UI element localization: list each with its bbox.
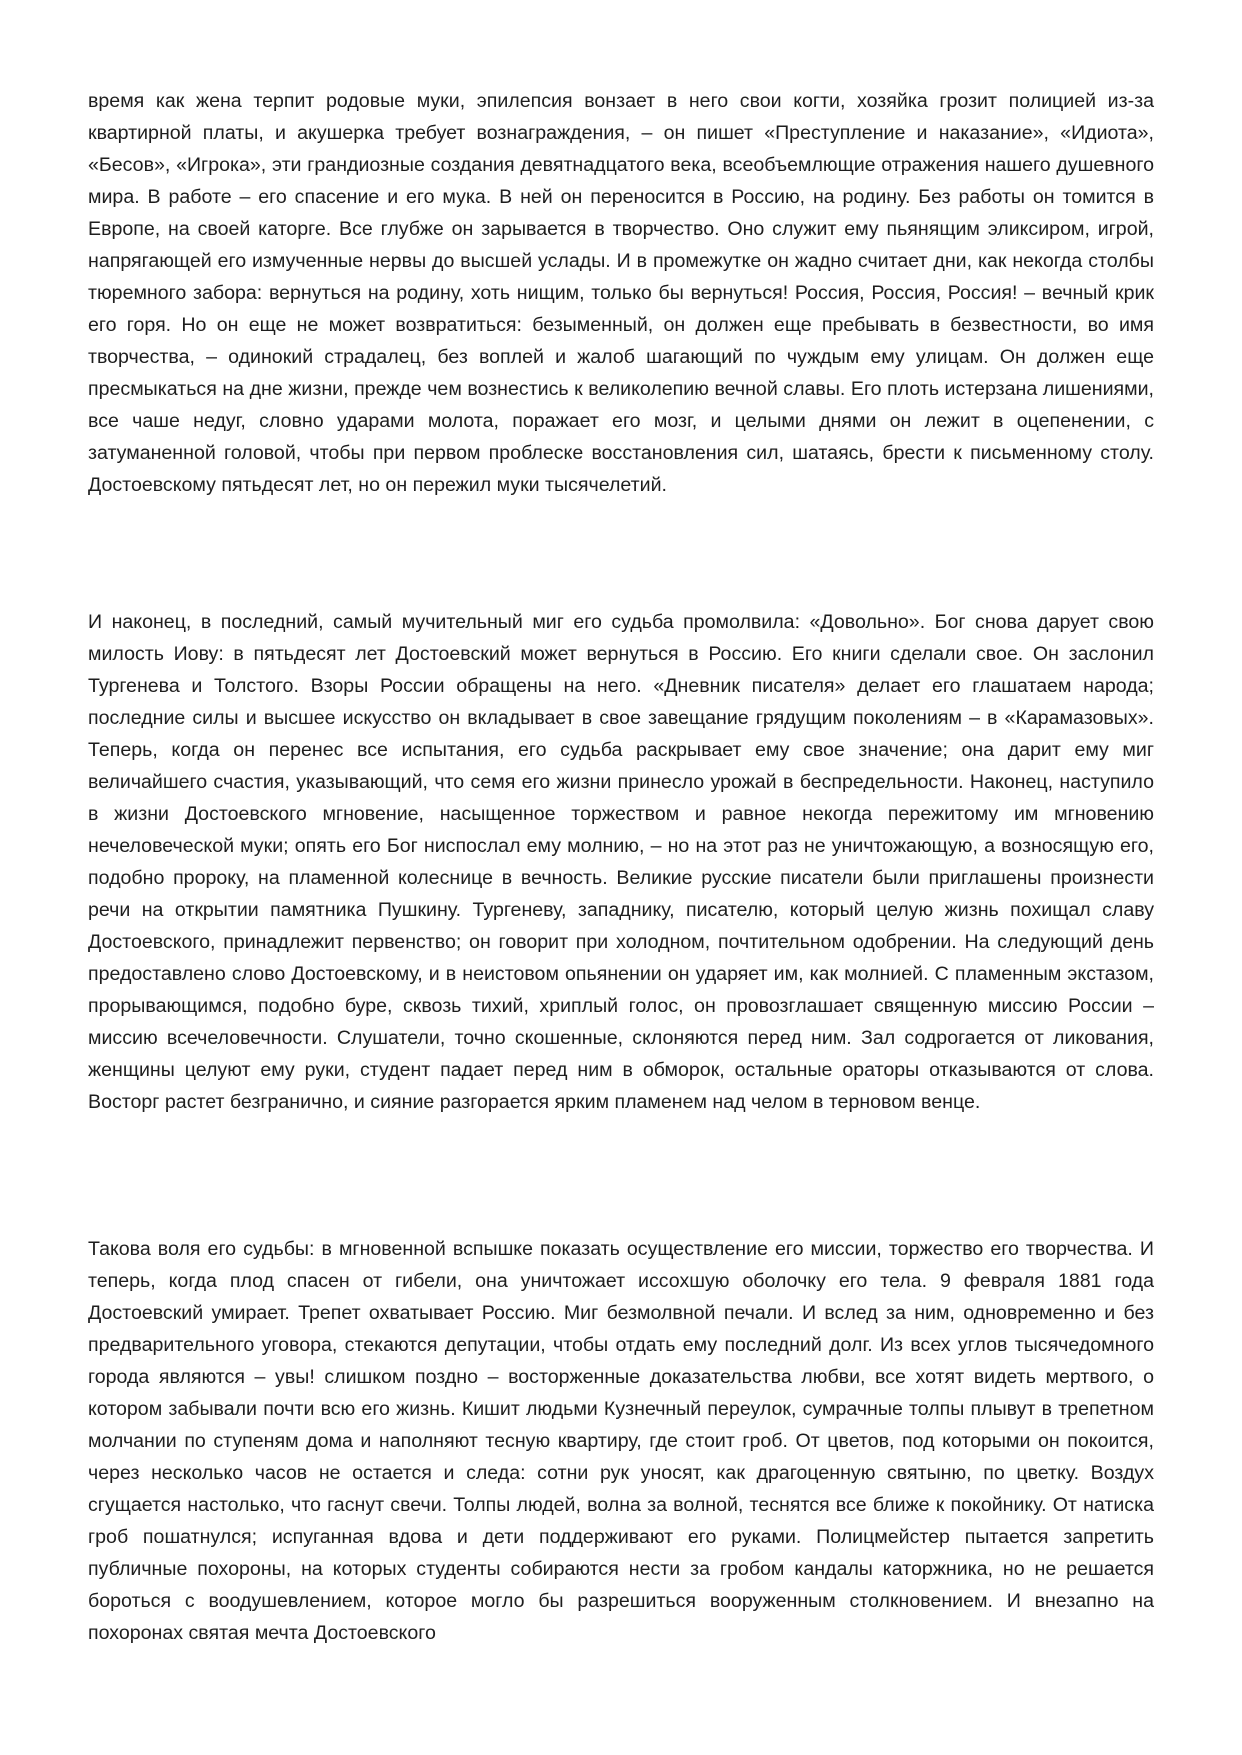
paragraph-2: И наконец, в последний, самый мучительный миг его судьба промолвила: «Довольно». Бог снова дарует свою милость Иову: в пятьдесят лет Достоевский может вернуться в Россию. Его книги сделали свое. Он заслонил Тургенева и Толстого. Взоры России обращены на него. «Дневник писателя» делает его глашатаем народа; последние силы и высшее искусство он вкладывает в свое завещание грядущим поколениям – в «Карамазовых». Теперь, когда он перенес все испытания, его судьба раскрывает ему свое значение; она дарит ему миг величайшего счастия, указывающий, что семя его жизни принесло урожай в беспредельности. Наконец, наступило в жизни Достоевского мгновение, насыщенное торжеством и равное некогда пережитому им мгновению нечеловеческой муки; опять его Бог ниспослал ему молнию, – но на этот раз не уничтожающую, а возносящую его, подобно пророку, на пламенной колеснице в вечность. Великие русские писатели были приглашены произнести речи на открытии памятника Пушкину. Тургеневу, западнику, писателю, который целую жизнь похищал славу Достоевского, принадлежит первенство; он говорит при холодном, почтительном одобрении. На следующий день предоставлено слово Достоевскому, и в неистовом опьянении он ударяет им, как молнией. С пламенным экстазом, прорывающимся, подобно буре, сквозь тихий, хриплый голос, он провозглашает священную миссию России – миссию всечеловечности. Слушатели, точно скошенные, склоняются перед ним. Зал содрогается от ликования, женщины целуют ему руки, студент падает перед ним в обморок, остальные ораторы отказываются от слова. Восторг растет безгранично, и сияние разгорается ярким пламенем над челом в терновом венце. (88, 611, 1154, 1113)
paragraph-3: Такова воля его судьбы: в мгновенной вспышке показать осуществление его миссии, торжество его творчества. И теперь, когда плод спасен от гибели, она уничтожает иссохшую оболочку его тела. 9 февраля 1881 года Достоевский умирает. Трепет охватывает Россию. Миг безмолвной печали. И вслед за ним, одновременно и без предварительного уговора, стекаются депутации, чтобы отдать ему последний долг. Из всех углов тысячедомного города являются – увы! слишком поздно – восторженные доказательства любви, все хотят видеть мертвого, о котором забывали почти всю его жизнь. Кишит людьми Кузнечный переулок, сумрачные толпы плывут в трепетном молчании по ступеням дома и наполняют тесную квартиру, где стоит гроб. От цветов, под которыми он покоится, через несколько часов не остается и следа: сотни рук уносят, как драгоценную святыню, по цветку. Воздух сгущается настолько, что гаснут свечи. Толпы людей, волна за волной, теснятся все ближе к покойнику. От натиска гроб пошатнулся; испуганная вдова и дети поддерживают его руками. Полицмейстер пытается запретить публичные похороны, на которых студенты собираются нести за гробом кандалы каторжника, но не решается бороться с воодушевлением, которое могло бы разрешиться вооруженным столкновением. И внезапно на похоронах святая мечта Достоевского (88, 1238, 1154, 1644)
paragraph-1: время как жена терпит родовые муки, эпилепсия вонзает в него свои когти, хозяйка грозит полицией из-за квартирной платы, и акушерка требует вознаграждения, – он пишет «Преступление и наказание», «Идиота», «Бесов», «Игрока», эти грандиозные создания девятнадцатого века, всеобъемлющие отражения нашего душевного мира. В работе – его спасение и его мука. В ней он переносится в Россию, на родину. Без работы он томится в Европе, на своей каторге. Все глубже он зарывается в творчество. Оно служит ему пьянящим эликсиром, игрой, напрягающей его измученные нервы до высшей услады. И в промежутке он жадно считает дни, как некогда столбы тюремного забора: вернуться на родину, хоть нищим, только бы вернуться! Россия, Россия, Россия! – вечный крик его горя. Но он еще не может возвратиться: безыменный, он должен еще пребывать в безвестности, во имя творчества, – одинокий страдалец, без воплей и жалоб шагающий по чуждым ему улицам. Он должен еще пресмыкаться на дне жизни, прежде чем вознестись к великолепию вечной славы. Его плоть истерзана лишениями, все чаше недуг, словно ударами молота, поражает его мозг, и целыми днями он лежит в оцепенении, с затуманенной головой, чтобы при первом проблеске восстановления сил, шатаясь, брести к письменному столу. Достоевскому пятьдесят лет, но он пережил муки тысячелетий. (88, 90, 1154, 496)
